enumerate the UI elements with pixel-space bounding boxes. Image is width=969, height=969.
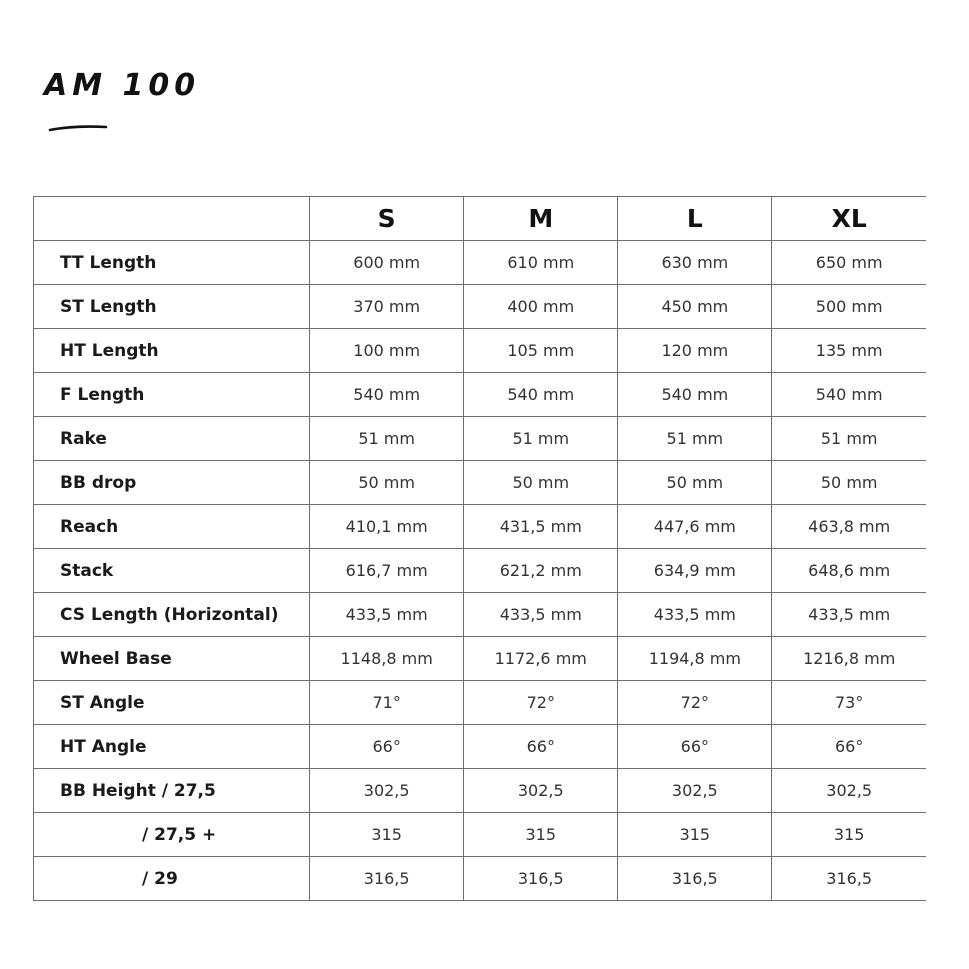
value-cell-l: 316,5 (618, 857, 772, 901)
row-label: Rake (34, 417, 310, 461)
row-label: Stack (34, 549, 310, 593)
value-cell-xl: 66° (772, 725, 926, 769)
geometry-table (33, 196, 926, 901)
value-cell-m: 431,5 mm (464, 505, 618, 549)
value-cell-m: 400 mm (464, 285, 618, 329)
value-cell-l: 50 mm (618, 461, 772, 505)
value-cell-xl: 540 mm (772, 373, 926, 417)
value-cell-l: 540 mm (618, 373, 772, 417)
row-label: / 27,5 + (34, 813, 310, 857)
size-header-s: S (310, 197, 464, 241)
table-row (34, 329, 927, 373)
row-label: HT Length (34, 329, 310, 373)
table-row (34, 285, 927, 329)
value-cell-xl: 302,5 (772, 769, 926, 813)
value-cell-l: 433,5 mm (618, 593, 772, 637)
table-row (34, 505, 927, 549)
row-label: HT Angle (34, 725, 310, 769)
value-cell-l: 120 mm (618, 329, 772, 373)
row-label: F Length (34, 373, 310, 417)
table-row (34, 681, 927, 725)
value-cell-m: 540 mm (464, 373, 618, 417)
value-cell-s: 50 mm (310, 461, 464, 505)
value-cell-l: 51 mm (618, 417, 772, 461)
value-cell-m: 51 mm (464, 417, 618, 461)
value-cell-xl: 1216,8 mm (772, 637, 926, 681)
page-title: AM 100 (44, 68, 201, 103)
table-row (34, 593, 927, 637)
value-cell-xl: 315 (772, 813, 926, 857)
table-row (34, 461, 927, 505)
value-cell-m: 315 (464, 813, 618, 857)
value-cell-m: 66° (464, 725, 618, 769)
table-row (34, 637, 927, 681)
value-cell-s: 315 (310, 813, 464, 857)
value-cell-s: 600 mm (310, 241, 464, 285)
row-label: / 29 (34, 857, 310, 901)
value-cell-s: 66° (310, 725, 464, 769)
value-cell-s: 100 mm (310, 329, 464, 373)
value-cell-xl: 316,5 (772, 857, 926, 901)
size-header-m: M (464, 197, 618, 241)
table-row (34, 857, 927, 901)
header-blank-cell (34, 197, 310, 241)
value-cell-m: 302,5 (464, 769, 618, 813)
value-cell-l: 72° (618, 681, 772, 725)
value-cell-s: 410,1 mm (310, 505, 464, 549)
value-cell-xl: 50 mm (772, 461, 926, 505)
row-label: BB drop (34, 461, 310, 505)
value-cell-m: 72° (464, 681, 618, 725)
table-row (34, 549, 927, 593)
value-cell-s: 302,5 (310, 769, 464, 813)
value-cell-m: 433,5 mm (464, 593, 618, 637)
value-cell-s: 616,7 mm (310, 549, 464, 593)
value-cell-xl: 500 mm (772, 285, 926, 329)
value-cell-xl: 463,8 mm (772, 505, 926, 549)
table-row (34, 417, 927, 461)
value-cell-m: 1172,6 mm (464, 637, 618, 681)
value-cell-s: 433,5 mm (310, 593, 464, 637)
value-cell-s: 370 mm (310, 285, 464, 329)
value-cell-s: 51 mm (310, 417, 464, 461)
table-row (34, 373, 927, 417)
value-cell-xl: 648,6 mm (772, 549, 926, 593)
value-cell-s: 316,5 (310, 857, 464, 901)
row-label: Reach (34, 505, 310, 549)
value-cell-m: 50 mm (464, 461, 618, 505)
table-row (34, 813, 927, 857)
value-cell-s: 540 mm (310, 373, 464, 417)
value-cell-l: 302,5 (618, 769, 772, 813)
value-cell-xl: 135 mm (772, 329, 926, 373)
value-cell-l: 66° (618, 725, 772, 769)
value-cell-m: 316,5 (464, 857, 618, 901)
value-cell-s: 1148,8 mm (310, 637, 464, 681)
value-cell-m: 105 mm (464, 329, 618, 373)
row-label: ST Length (34, 285, 310, 329)
table-row (34, 725, 927, 769)
value-cell-xl: 51 mm (772, 417, 926, 461)
value-cell-l: 447,6 mm (618, 505, 772, 549)
value-cell-l: 630 mm (618, 241, 772, 285)
value-cell-l: 315 (618, 813, 772, 857)
value-cell-l: 1194,8 mm (618, 637, 772, 681)
row-label: BB Height / 27,5 (34, 769, 310, 813)
value-cell-xl: 650 mm (772, 241, 926, 285)
value-cell-xl: 73° (772, 681, 926, 725)
value-cell-xl: 433,5 mm (772, 593, 926, 637)
value-cell-m: 621,2 mm (464, 549, 618, 593)
value-cell-s: 71° (310, 681, 464, 725)
table-header-row (34, 197, 927, 241)
title-underline-decoration (48, 122, 110, 134)
table-row (34, 769, 927, 813)
row-label: ST Angle (34, 681, 310, 725)
row-label: CS Length (Horizontal) (34, 593, 310, 637)
size-header-xl: XL (772, 197, 926, 241)
size-header-l: L (618, 197, 772, 241)
value-cell-l: 634,9 mm (618, 549, 772, 593)
table-row (34, 241, 927, 285)
row-label: Wheel Base (34, 637, 310, 681)
value-cell-m: 610 mm (464, 241, 618, 285)
value-cell-l: 450 mm (618, 285, 772, 329)
row-label: TT Length (34, 241, 310, 285)
